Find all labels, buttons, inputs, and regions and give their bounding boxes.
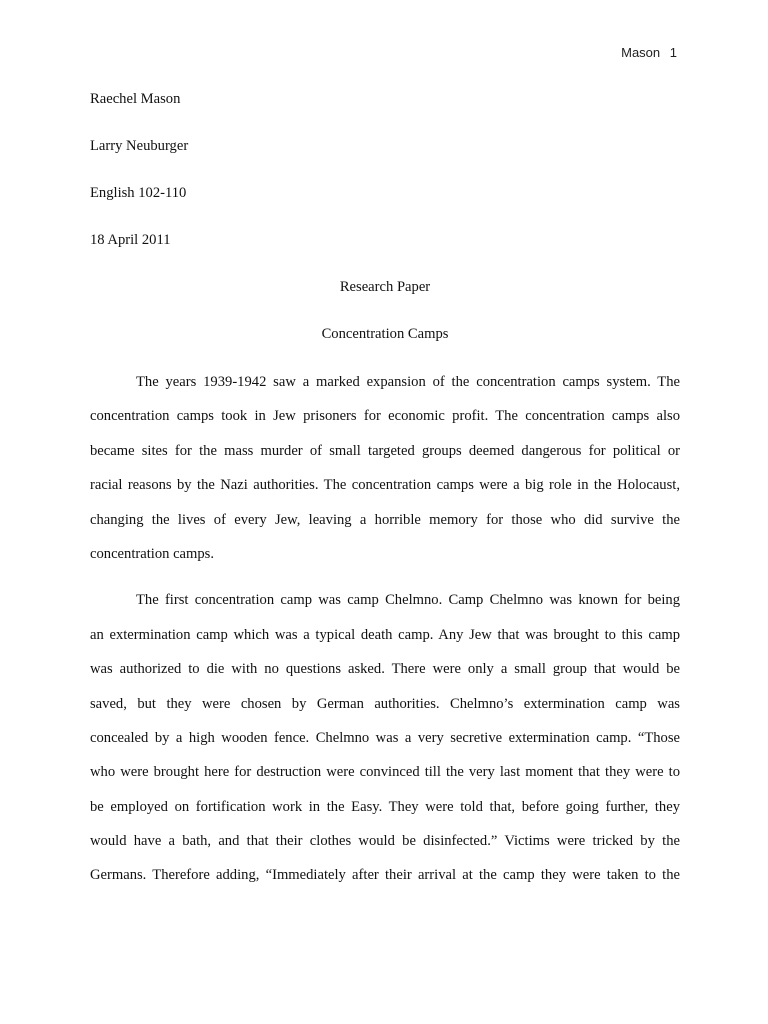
mla-heading [90, 90, 680, 372]
paragraph-line: racial reasons by the Nazi authorities. The concentration camps were a big role in the Holocaust, [90, 477, 680, 494]
body-text [90, 373, 680, 901]
paragraph-gap [90, 579, 680, 591]
running-header [621, 45, 677, 60]
header-author-name: Mason [621, 45, 661, 60]
date: 18 April 2011 [90, 232, 171, 248]
paragraph-line: changing the lives of every Jew, leaving a horrible memory for those who did survive the [90, 511, 680, 528]
paragraph-line: saved, but they were chosen by German authorities. Chelmno’s extermination camp was [90, 695, 680, 712]
student-name: Raechel Mason [90, 91, 181, 107]
paragraph-line: was authorized to die with no questions asked. There were only a small group that would be [90, 661, 680, 678]
paragraph-2 [90, 591, 680, 901]
paragraph-line: would have a bath, and that their clothes would be disinfected.” Victims were tricked by the [90, 833, 680, 850]
paragraph-line: The first concentration camp was camp Chelmno. Camp Chelmno was known for being [136, 592, 680, 609]
header-page-number: 1 [669, 45, 677, 60]
instructor-name: Larry Neuburger [90, 138, 189, 154]
paragraph-line: who were brought here for destruction were convinced till the very last moment that they were to [90, 764, 680, 781]
paper-title: Concentration Camps [321, 326, 449, 342]
course-name: English 102-110 [90, 185, 187, 201]
paragraph-line: The years 1939-1942 saw a marked expansion of the concentration camps system. The [136, 374, 680, 390]
paragraph-line: be employed on fortification work in the Easy. They were told that, before going further, they [90, 798, 680, 815]
paragraph-line: Germans. Therefore adding, “Immediately after their arrival at the camp they were taken to the [90, 867, 680, 884]
paragraph-line: an extermination camp which was a typical death camp. Any Jew that was brought to this camp [90, 626, 680, 643]
paragraph-line: became sites for the mass murder of small targeted groups deemed dangerous for political or [90, 442, 680, 459]
paragraph-line: concealed by a high wooden fence. Chelmno was a very secretive extermination camp. “Those [90, 729, 680, 746]
paragraph-line: concentration camps took in Jew prisoners for economic profit. The concentration camps also [90, 408, 680, 425]
paragraph-line: concentration camps. [90, 545, 214, 562]
paragraph-1 [90, 373, 680, 579]
paper-type: Research Paper [339, 279, 431, 295]
